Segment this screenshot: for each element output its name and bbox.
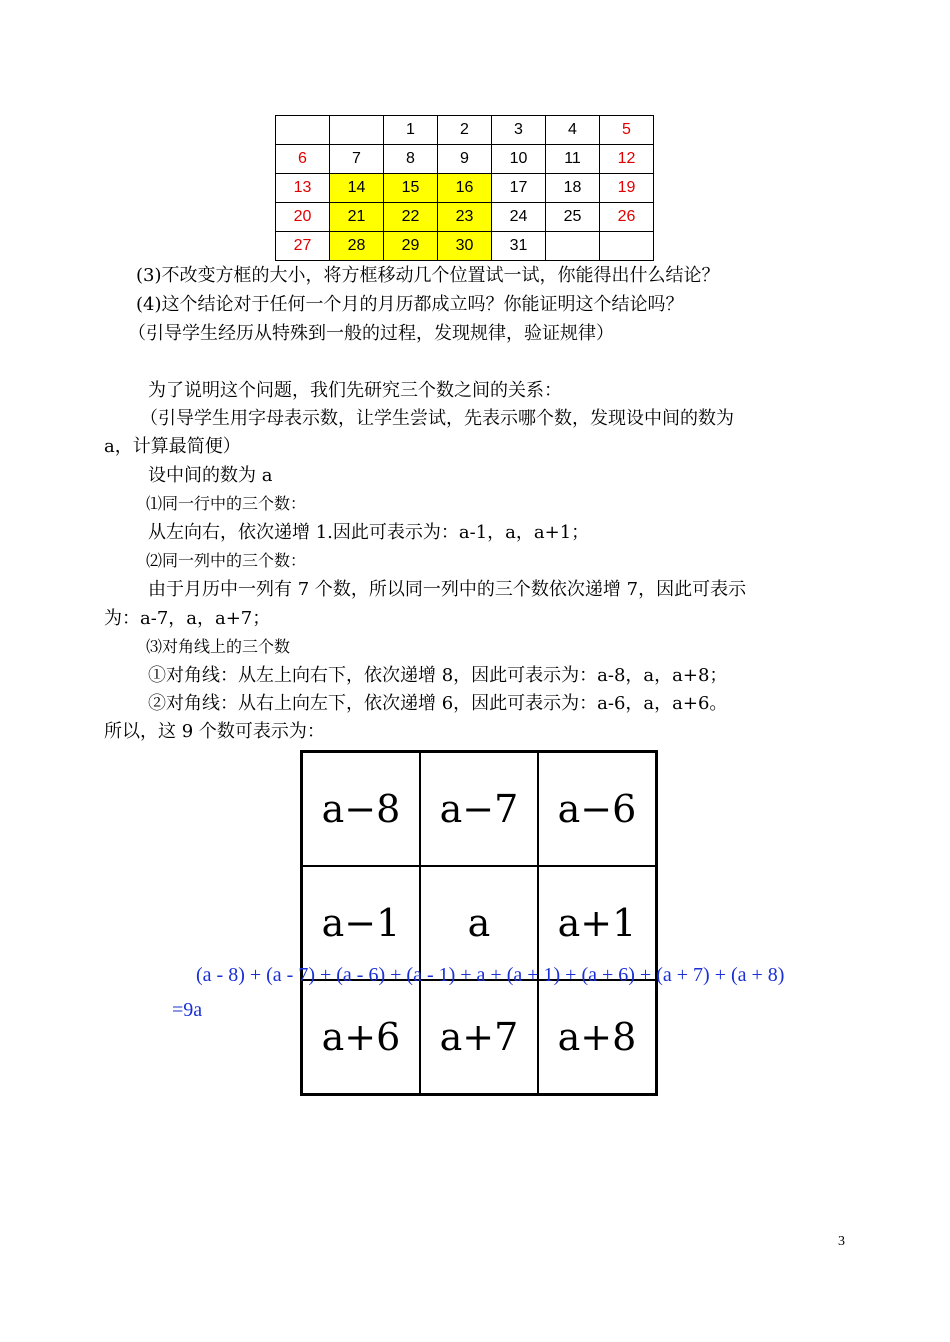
calendar-cell: 12 <box>600 145 654 174</box>
calendar-cell: 20 <box>276 203 330 232</box>
diagonal-title: ⑶对角线上的三个数 <box>146 637 291 656</box>
grid-row <box>302 752 657 867</box>
calendar-cell: 13 <box>276 174 330 203</box>
calendar-cell: 10 <box>492 145 546 174</box>
calendar-cell: 11 <box>546 145 600 174</box>
calendar-cell: 21 <box>330 203 384 232</box>
conclusion-line: 所以，这 9 个数可表示为： <box>104 721 325 742</box>
calendar-cell: 28 <box>330 232 384 261</box>
row-title: ⑴同一行中的三个数： <box>146 494 307 513</box>
calendar-cell: 29 <box>384 232 438 261</box>
let-middle-line: 设中间的数为 a <box>148 465 273 486</box>
calendar-cell <box>546 232 600 261</box>
calendar-cell: 26 <box>600 203 654 232</box>
guide-note-2a: （引导学生用字母表示数，让学生尝试，先表示哪个数，发现设中间的数为 <box>140 408 734 429</box>
grid-cell: a <box>420 866 538 980</box>
grid-cell: a+8 <box>538 980 657 1095</box>
calendar-cell: 23 <box>438 203 492 232</box>
calendar-cell: 18 <box>546 174 600 203</box>
calendar-cell: 15 <box>384 174 438 203</box>
row-description: 从左向右，依次递增 1.因此可表示为：a-1，a，a+1； <box>148 522 590 543</box>
calendar-cell: 7 <box>330 145 384 174</box>
calendar-row <box>276 174 654 203</box>
diagonal-1: ①对角线：从左上向右下，依次递增 8，因此可表示为：a-8，a，a+8； <box>148 665 728 686</box>
question-3: (3)不改变方框的大小，将方框移动几个位置试一试，你能得出什么结论？ <box>136 265 720 286</box>
calendar-cell: 2 <box>438 116 492 145</box>
sum-formula: (a - 8) + (a - 7) + (a - 6) + (a - 1) + a + (a + 1) + (a + 6) + (a + 7) + (a + 8) <box>196 964 785 986</box>
calendar-cell: 3 <box>492 116 546 145</box>
sum-result: =9a <box>172 999 203 1021</box>
calendar-row <box>276 116 654 145</box>
calendar-cell: 6 <box>276 145 330 174</box>
grid-cell: a+7 <box>420 980 538 1095</box>
calendar-cell <box>330 116 384 145</box>
page-number: 3 <box>838 1234 845 1249</box>
expression-grid-body <box>302 752 657 1095</box>
question-4: (4)这个结论对于任何一个月的月历都成立吗？你能证明这个结论吗？ <box>136 294 684 315</box>
calendar-cell: 25 <box>546 203 600 232</box>
calendar-cell: 30 <box>438 232 492 261</box>
grid-cell: a−8 <box>302 752 421 867</box>
column-title: ⑵同一列中的三个数： <box>146 551 307 570</box>
grid-cell: a−1 <box>302 866 421 980</box>
calendar-cell: 17 <box>492 174 546 203</box>
grid-cell: a+6 <box>302 980 421 1095</box>
grid-cell: a−7 <box>420 752 538 867</box>
guide-note-1: （引导学生经历从特殊到一般的过程，发现规律，验证规律） <box>128 323 614 344</box>
calendar-row <box>276 203 654 232</box>
calendar-table <box>275 115 654 261</box>
grid-cell: a−6 <box>538 752 657 867</box>
grid-row <box>302 980 657 1095</box>
calendar-row <box>276 232 654 261</box>
calendar-cell: 4 <box>546 116 600 145</box>
calendar-cell: 14 <box>330 174 384 203</box>
intro-line: 为了说明这个问题，我们先研究三个数之间的关系： <box>148 380 562 401</box>
calendar-cell: 24 <box>492 203 546 232</box>
guide-note-2b: a，计算最简便） <box>104 436 241 457</box>
calendar-cell: 27 <box>276 232 330 261</box>
column-description-b: 为：a-7，a，a+7； <box>104 608 271 629</box>
calendar-cell: 31 <box>492 232 546 261</box>
calendar-cell <box>600 232 654 261</box>
expression-grid <box>300 750 658 1096</box>
diagonal-2: ②对角线：从右上向左下，依次递增 6，因此可表示为：a-6，a，a+6。 <box>148 693 728 714</box>
calendar-cell <box>276 116 330 145</box>
calendar-cell: 19 <box>600 174 654 203</box>
calendar-body <box>276 116 654 261</box>
calendar-cell: 5 <box>600 116 654 145</box>
grid-row <box>302 866 657 980</box>
calendar-cell: 16 <box>438 174 492 203</box>
calendar-cell: 1 <box>384 116 438 145</box>
calendar-cell: 22 <box>384 203 438 232</box>
grid-cell: a+1 <box>538 866 657 980</box>
calendar-cell: 9 <box>438 145 492 174</box>
calendar-cell: 8 <box>384 145 438 174</box>
calendar-row <box>276 145 654 174</box>
column-description-a: 由于月历中一列有 7 个数，所以同一列中的三个数依次递增 7，因此可表示 <box>148 579 747 600</box>
